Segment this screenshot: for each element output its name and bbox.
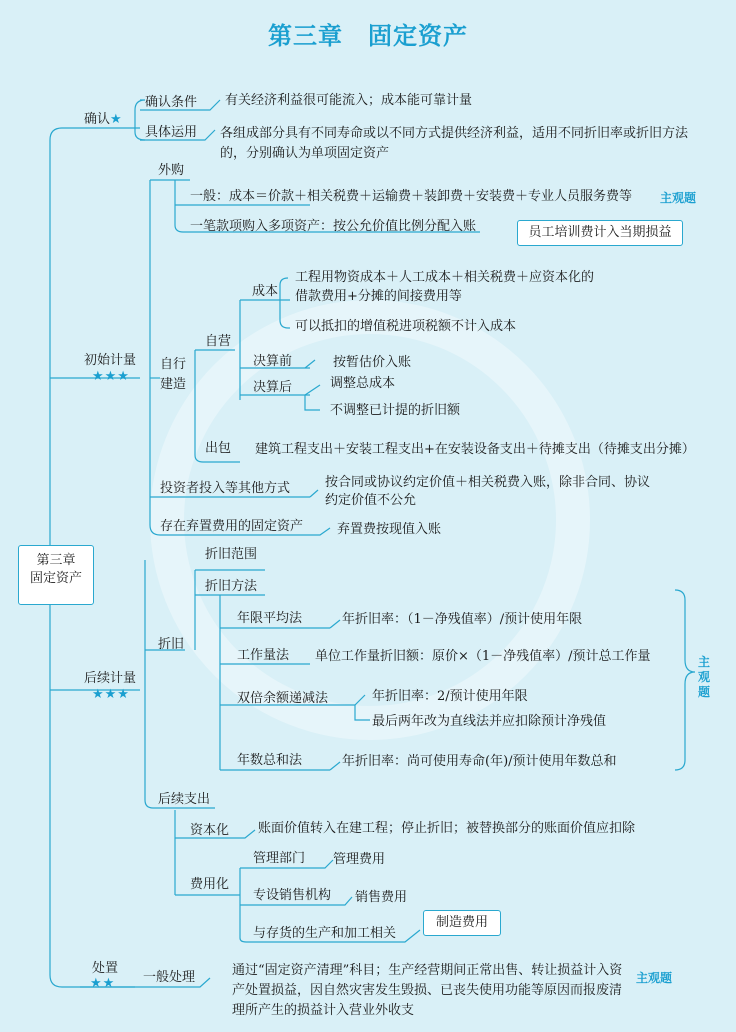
subjective-badge-2: 主观题: [636, 971, 673, 985]
disposal-cost-text: 弃置费按现值入账: [337, 522, 442, 537]
purchase-general-text: 一般：成本＝价款＋相关税费＋运输费＋装卸费＋安装费＋专业人员服务费等: [190, 189, 633, 204]
badge-char-2: 观: [697, 670, 710, 684]
confirm-text: 确认: [84, 112, 111, 127]
straight-line-text: 年折旧率：（1－净残值率）/预计使用年限: [342, 612, 583, 627]
ddb-text-2: 最后两年改为直线法并应扣除预计净残值: [372, 714, 607, 729]
inventory-related-label: 与存货的生产和加工相关: [253, 926, 397, 941]
expense-label: 费用化: [190, 877, 230, 892]
outsource-text: 建筑工程支出＋安装工程支出+在安装设备支出＋待摊支出（待摊支出分摊）: [255, 442, 695, 457]
depreciation-methods-label: 折旧方法: [205, 579, 258, 594]
badge-char-1: 主: [697, 655, 710, 669]
outsource-label: 出包: [205, 441, 232, 456]
subjective-badge-1: 主观题: [660, 191, 697, 205]
self-run-label: 自营: [205, 334, 232, 349]
after-settle-text-1: 调整总成本: [330, 376, 396, 391]
initial-label: 初始计量: [84, 353, 137, 368]
sales-org-text: 销售费用: [355, 890, 408, 905]
manufacturing-cost-box: 制造费用: [423, 910, 501, 936]
initial-stars: ★★★: [92, 369, 130, 384]
confirm-label: [84, 111, 123, 129]
before-settle-label: 决算前: [253, 354, 293, 369]
ddb-text-1: 年折旧率：2/预计使用年限: [372, 689, 528, 704]
before-settle-text: 按暂估价入账: [333, 355, 412, 370]
purchase-label: 外购: [158, 163, 185, 178]
subsequent-stars: ★★★: [92, 687, 130, 702]
subsequent-expend-label: 后续支出: [158, 792, 211, 807]
confirm-apply-label: 具体运用: [145, 125, 198, 140]
root-node: 第三章 固定资产: [18, 545, 94, 605]
badge-char-3: 题: [697, 685, 710, 699]
mgmt-dept-label: 管理部门: [253, 851, 306, 866]
cost-text-2: 可以抵扣的增值税进项税额不计入成本: [295, 319, 517, 334]
disposal-label: 处置: [92, 961, 119, 976]
cost-text-1: 工程用物资成本＋人工成本＋相关税费＋应资本化的 借款费用+分摊的间接费用等: [295, 270, 595, 304]
sales-org-label: 专设销售机构: [253, 888, 332, 903]
subsequent-label: 后续计量: [84, 671, 137, 686]
disposal-stars: ★★: [90, 976, 116, 991]
mgmt-dept-text: 管理费用: [333, 852, 386, 867]
confirm-conditions-text: 有关经济利益很可能流入；成本能可靠计量: [225, 93, 473, 108]
cost-label: 成本: [252, 284, 279, 299]
lump-sum-text: 一笔款项购入多项资产：按公允价值比例分配入账: [190, 219, 477, 234]
confirm-conditions-label: 确认条件: [145, 95, 198, 110]
units-text: 单位工作量折旧额：原价×（1－净残值率）/预计总工作量: [315, 649, 651, 664]
page-title: 第三章 固定资产: [268, 22, 468, 50]
investor-text: 按合同或协议约定价值＋相关税费入账，除非合同、协议 约定价值不公允: [325, 475, 651, 508]
depreciation-scope-label: 折旧范围: [205, 547, 258, 562]
units-label: 工作量法: [237, 648, 290, 663]
after-settle-text-2: 不调整已计提的折旧额: [330, 403, 461, 418]
straight-line-label: 年限平均法: [237, 611, 303, 626]
disposal-general-label: 一般处理: [143, 970, 196, 985]
syd-text: 年折旧率：尚可使用寿命(年)/预计使用年数总和: [342, 754, 617, 769]
disposal-cost-label: 存在弃置费用的固定资产: [160, 519, 304, 534]
capitalize-label: 资本化: [190, 823, 230, 838]
capitalize-text: 账面价值转入在建工程；停止折旧；被替换部分的账面价值应扣除: [258, 821, 636, 836]
subjective-badge-vertical: [697, 655, 711, 700]
training-box: 员工培训费计入当期损益: [517, 220, 683, 246]
disposal-general-text: 通过“固定资产清理”科目；生产经营期间正常出售、转让损益计入资产处置损益，因自然灾害发生毁损、已丧失使用功能等原因而报废清理所产生的损益计入营业外收支: [232, 963, 623, 1018]
syd-label: 年数总和法: [237, 753, 303, 768]
investor-label: 投资者投入等其他方式: [160, 481, 291, 496]
self-build-label: 自行 建造: [160, 357, 187, 392]
confirm-star: ★: [110, 112, 123, 127]
after-settle-label: 决算后: [253, 380, 293, 395]
depreciation-label: 折旧: [158, 637, 185, 652]
confirm-apply-text: 各组成部分具有不同寿命或以不同方式提供经济利益，适用不同折旧率或折旧方法的，分别确认为单项固定资产: [220, 126, 689, 161]
ddb-label: 双倍余额递减法: [237, 691, 329, 706]
